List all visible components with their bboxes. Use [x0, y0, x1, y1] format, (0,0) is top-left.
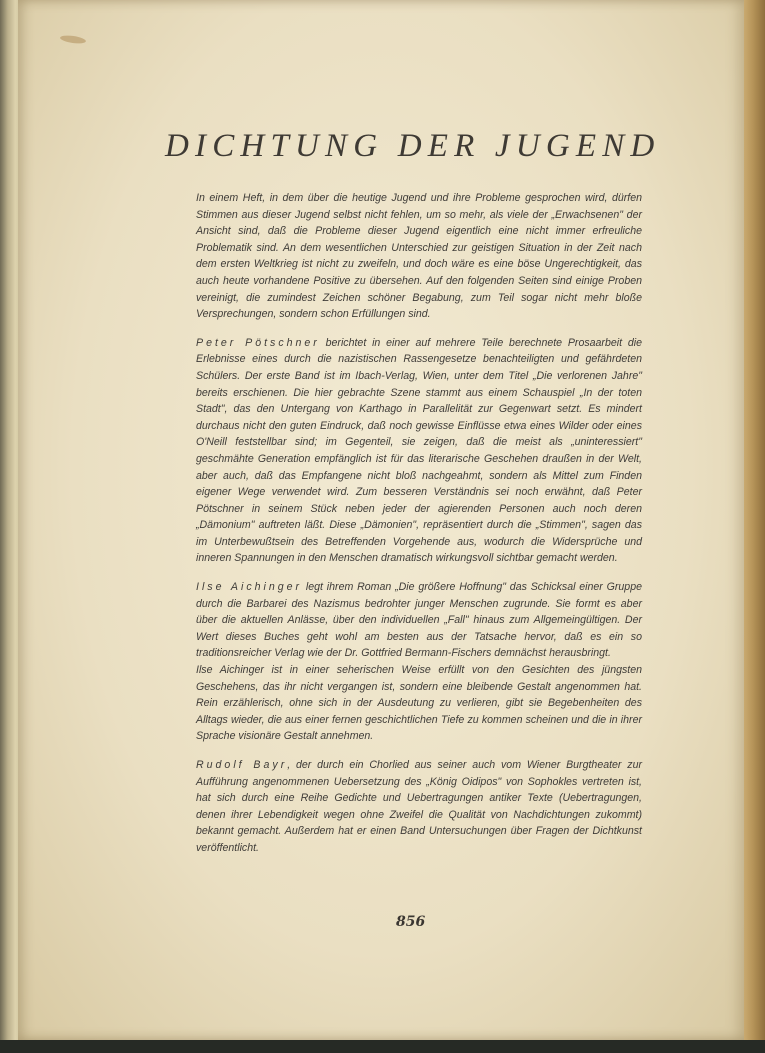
- paragraph-aichinger: [196, 579, 642, 662]
- background-surface: [0, 1040, 765, 1053]
- article-body: [196, 190, 642, 869]
- author-name: Peter Pötschner: [196, 336, 320, 349]
- author-name: Rudolf Bayr: [196, 759, 288, 771]
- author-name: Ilse Aichinger: [196, 581, 303, 594]
- paragraph-text: legt ihrem Roman „Die größere Hoffnung" das Schicksal einer Gruppe durch die Barbarei des Nazismus bedrohter junger Menschen zugrunde. Sie formt es aber über die aktuellen Anlässe, über den individuellen „Fall" hinaus zum Allgemeingültigen. Der Wert dieses Buches geht wohl am besten aus der Tatsache hervor, daß es ein so traditionsreicher Verlag wie der Dr. Gottfried Bermann-Fischers demnächst herausbringt.: [196, 581, 642, 660]
- paragraph-aichinger-2: Ilse Aichinger ist in einer seherischen Weise erfüllt von den Gesichten des jüngsten Geschehens, das ihr nicht vergangen ist, sondern eine bleibende Gestalt angenommen hat. Rein erzählerisch, ohne sich in der Ausdeutung zu verlieren, gibt sie Begebenheiten des Alltags wieder, die aus einer fernen geschichtlichen Tiefe zu kommen scheinen und die in ihrer Sprache visionäre Gestalt annehmen.: [196, 664, 642, 743]
- paragraph-text: berichtet in einer auf mehrere Teile berechnete Prosaarbeit die Erlebnisse eines durch die nazistischen Rassengesetze benachteiligten und gefährdeten Schülers. Der erste Band ist im Ibach-Verlag, Wien, unter dem Titel „Die verlorenen Jahre" bereits erschienen. Die hier gebrachte Szene stammt aus einem Schauspiel „In der toten Stadt", das den Untergang von Karthago in Parallelität zur Gegenwart setzt. Es mindert durchaus nicht den guten Eindruck, daß noch gewisse Einflüsse etwa eines Wilder oder eines O'Neill feststellbar sind; im Gegenteil, sie zeigen, daß die meist als „uninteressiert" geschmähte Generation empfänglich ist für das literarische Geschehen draußen in der Welt, aber auch, daß das Empfangene nicht bloß nachgeahmt, sondern als Mittel zum Finden eigener Wege verwendet wird. Zum besseren Verständnis sei noch erwähnt, daß Peter Pötschner in seinem Stück neben jeder der agierenden Personen auch noch deren „Dämonium" auftreten läßt. Diese „Dämonien", repräsentiert durch die „Stimmen", sagen das im Unterbewußtsein des Betreffenden Vorgehende aus, wodurch die Widersprüche und inneren Spannungen in den Menschen dramatisch wirkungsvoll sichtbar gemacht werden.: [196, 336, 642, 565]
- paragraph-poetschner: [196, 335, 642, 567]
- paragraph-text: , der durch ein Chorlied aus seiner auch vom Wiener Burgtheater zur Aufführung angenommenen Uebersetzung des „König Oidipos" von Sophokles vertreten ist, hat sich durch eine Reihe Gedichte und Uebertragungen antiker Texte (Uebertragungen, denen ihrer Lebendigkeit wegen ohne Zweifel die Qualität von Nachdichtungen zukommt) bekannt gemacht. Außerdem hat er einen Band Untersuchungen über Fragen der Dichtkunst veröffentlicht.: [196, 759, 642, 854]
- page-number: 856: [396, 914, 426, 930]
- page-stack-edge: [744, 0, 765, 1040]
- page-title: DICHTUNG DER JUGEND: [165, 128, 661, 164]
- intro-paragraph: In einem Heft, in dem über die heutige Jugend und ihre Probleme gesprochen wird, dürfen Stimmen aus dieser Jugend selbst nicht fehlen, um so mehr, als viele der „Erwachsenen" der Ansicht sind, daß die Probleme dieser Jugend eigentlich eine nicht immer erfreuliche Problematik sind. An dem wesentlichen Unterschied zur geistigen Situation in der Zeit nach dem ersten Weltkrieg ist nicht zu zweifeln, und doch wäre es eine böse Ungerechtigkeit, das auch heute vorhandene Positive zu übersehen. Auf den folgenden Seiten sind einige Proben vereinigt, die zumindest Zeichen schöner Begabung, zum Teil sogar nicht mehr bloße Versprechungen, sondern schon Erfüllungen sind.: [196, 192, 642, 321]
- paragraph-bayr: [196, 757, 642, 857]
